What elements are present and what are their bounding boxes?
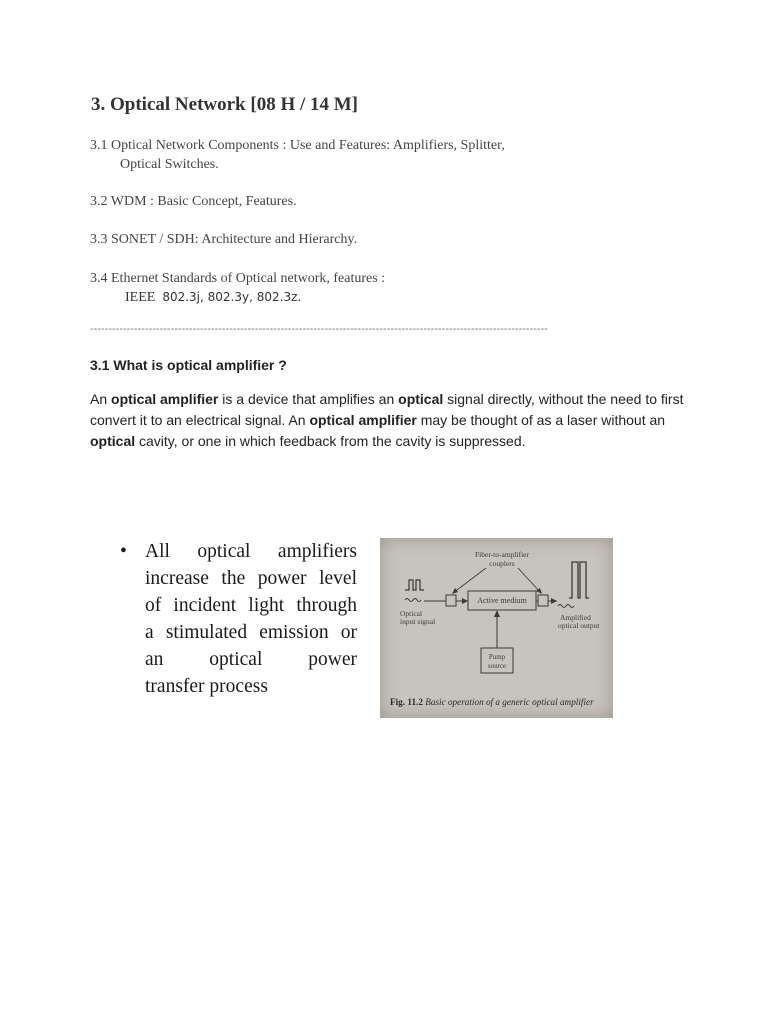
para-text: signal directly, without the need to first convert it to an electrical signal. An: [90, 391, 684, 428]
slide-line: transfer process: [145, 676, 268, 697]
section-divider: -----------------------------------------------------------------------------------------------------------------------------: [90, 323, 548, 335]
para-term: optical amplifier: [309, 412, 417, 428]
output-signal-label: optical output: [558, 621, 600, 630]
active-medium-label: Active medium: [477, 596, 527, 605]
figure-caption: [390, 697, 610, 707]
toc-item-3-4: [90, 269, 385, 307]
toc-item-3-4-standards: [90, 288, 385, 307]
slide-line: a stimulated emission or: [145, 622, 357, 643]
bullet-icon: •: [120, 541, 127, 562]
toc-item-3-1-line2: Optical Switches.: [120, 157, 219, 172]
para-text: may be thought of as a laser without an: [416, 412, 666, 428]
ieee-standards: 802.3j, 802.3y, 802.3z.: [162, 290, 302, 304]
output-signal-label: Amplified: [560, 613, 591, 622]
slide-line: of incident light through: [145, 595, 357, 616]
couplers-label: couplers: [489, 559, 515, 568]
slide-bullet-text: [120, 538, 357, 700]
pump-label: Pump: [488, 653, 506, 661]
output-pulse-icon: [569, 562, 589, 598]
toc-item-3-2: 3.2 WDM : Basic Concept, Features.: [90, 194, 297, 209]
toc-item-3-3: 3.3 SONET / SDH: Architecture and Hierarchy.: [90, 232, 358, 247]
amplifier-figure: [380, 538, 613, 718]
input-wave-icon: [405, 599, 421, 602]
toc-item-3-1-line1: 3.1 Optical Network Components : Use and Features: Amplifiers, Splitter,: [90, 138, 505, 153]
output-wave-icon: [558, 605, 574, 608]
figure-caption-text: Basic operation of a generic optical amplifier: [425, 697, 594, 707]
section-title: 3.1 What is optical amplifier ?: [90, 357, 287, 373]
para-text: An: [90, 391, 112, 407]
toc-item-3-1: [90, 136, 505, 174]
couplers-label: Fiber-to-amplifier: [475, 550, 529, 559]
para-term: optical amplifier: [111, 391, 219, 407]
input-pulse-icon: [405, 580, 424, 590]
definition-paragraph: [90, 389, 690, 452]
page-heading: 3. Optical Network [08 H / 14 M]: [91, 94, 359, 115]
toc-item-3-4-line1: 3.4 Ethernet Standards of Optical network, features :: [90, 271, 386, 286]
output-coupler-icon: [538, 595, 548, 606]
input-signal-label: input signal: [400, 617, 436, 626]
para-text: cavity, or one in which feedback from the cavity is suppressed.: [135, 433, 526, 449]
para-text: is a device that amplifies an: [218, 391, 399, 407]
slide-line: increase the power level: [145, 568, 357, 589]
pump-label: source: [487, 662, 507, 670]
amplifier-diagram: [380, 538, 613, 718]
para-term: optical: [398, 391, 444, 407]
figure-number: Fig. 11.2: [390, 697, 423, 707]
slide-line: All optical amplifiers: [145, 541, 357, 562]
slide-line: an optical power: [145, 649, 357, 670]
ieee-label: IEEE: [125, 290, 156, 305]
para-term: optical: [90, 433, 136, 449]
input-signal-label: Optical: [400, 609, 423, 618]
input-coupler-icon: [446, 595, 456, 606]
